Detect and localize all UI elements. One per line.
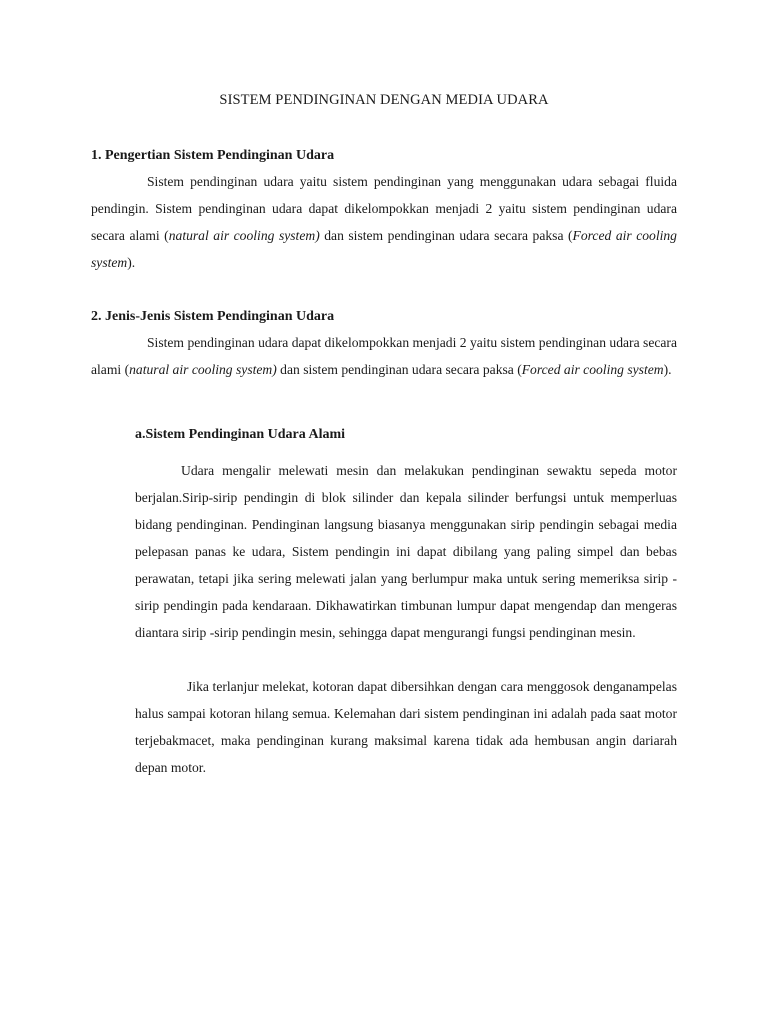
section-1-paragraph — [91, 168, 677, 276]
subsection-a-text-1: Udara mengalir melewati mesin dan melakukan pendinginan sewaktu sepeda motor berjalan.Sirip-sirip pendingin di blok silinder dan kepala silinder berfungsi untuk memperluas bidang pendinginan. Pendinginan langsung biasanya menggunakan sirip pendingin sebagai media pelepasan panas ke udara, Sistem pendingin ini dapat dibilang yang paling simpel dan bebas perawatan, tetapi jika sering melewati jalan yang berlumpur maka untuk sering memeriksa sirip - sirip pendingin pada kendaraan. Dikhawatirkan timbunan lumpur dapat mengendap dan mengeras diantara sirip -sirip pendingin mesin, sehingga dapat mengurangi fungsi pendinginan mesin. — [135, 463, 677, 640]
section-1-text-a: Sistem pendinginan udara yaitu sistem pendinginan yang menggunakan udara sebagai fluida pendingin. Sistem pendinginan udara dapat dikelompokkan menjadi 2 yaitu sistem pendinginan udara secara alami ( — [91, 174, 677, 243]
section-2-italic-2: Forced air cooling system — [521, 362, 664, 377]
section-1-italic-1: natural air cooling system) — [168, 228, 320, 243]
section-1-heading: 1. Pengertian Sistem Pendinginan Udara — [91, 148, 335, 163]
document-title: SISTEM PENDINGINAN DENGAN MEDIA UDARA — [219, 92, 549, 108]
section-2-paragraph — [91, 329, 677, 383]
subsection-a-paragraph-1 — [135, 457, 677, 646]
section-2-text-c: ). — [663, 362, 672, 377]
section-1-text-b: dan sistem pendinginan udara secara paksa ( — [319, 228, 573, 243]
subsection-a-heading: a.Sistem Pendinginan Udara Alami — [135, 427, 346, 442]
section-1-italic-2: Forced air cooling system — [91, 228, 677, 270]
subsection-a-paragraph-2 — [135, 673, 677, 781]
section-2-italic-1: natural air cooling system) — [129, 362, 277, 377]
subsection-a-text-2: Jika terlanjur melekat, kotoran dapat dibersihkan dengan cara menggosok denganampelas halus sampai kotoran hilang semua. Kelemahan dari sistem pendinginan ini adalah pada saat motor terjebakmacet, maka pendinginan kurang maksimal karena tidak ada hembusan angin dariarah depan motor. — [135, 679, 677, 775]
section-2-text-a: Sistem pendinginan udara dapat dikelompokkan menjadi 2 yaitu sistem pendinginan udara secara alami ( — [91, 335, 677, 377]
section-2-text-b: dan sistem pendinginan udara secara paksa ( — [276, 362, 522, 377]
section-2-heading: 2. Jenis-Jenis Sistem Pendinginan Udara — [91, 309, 335, 324]
section-1-text-c: ). — [127, 255, 136, 270]
